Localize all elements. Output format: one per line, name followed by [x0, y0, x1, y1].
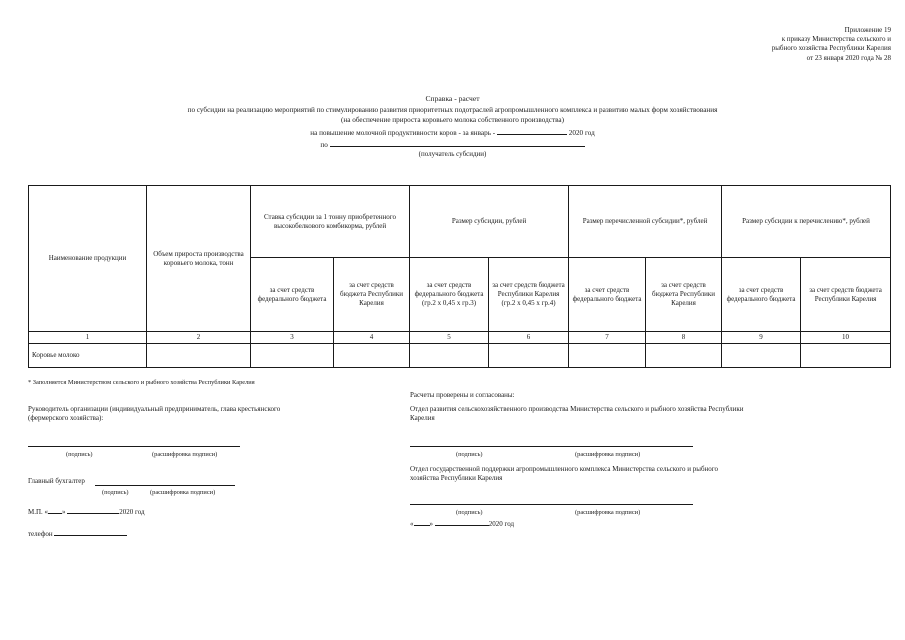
subheader-size-federal: за счет средств федерального бюджета (гр.2 х 0,45 х гр.3): [410, 258, 489, 332]
seal-label: М.П. «: [28, 508, 49, 516]
quote-open: «: [410, 520, 414, 528]
cell-transferred-federal[interactable]: [569, 343, 646, 367]
header-product: Наименование продукции: [29, 186, 147, 332]
appendix-line-1: Приложение 19: [844, 26, 891, 34]
recipient-prefix: по: [320, 141, 328, 149]
column-number: 8: [646, 332, 722, 344]
column-number: 6: [489, 332, 569, 344]
cell-rate-federal[interactable]: [251, 343, 334, 367]
period-line: [0, 127, 905, 138]
month-field[interactable]: [497, 127, 567, 135]
day-field[interactable]: [48, 506, 62, 514]
header-size: Размер субсидии, рублей: [410, 186, 569, 258]
column-number: 1: [29, 332, 147, 344]
column-number: 5: [410, 332, 489, 344]
month-date-field[interactable]: [67, 506, 119, 514]
phone-line: [28, 528, 127, 539]
period-prefix: на повышение молочной продуктивности коров - за январь -: [310, 129, 496, 137]
head-signature-line[interactable]: [28, 446, 240, 447]
dept2-decode-caption: (расшифровка подписи): [575, 509, 641, 516]
recipient-caption: (получатель субсидии): [418, 150, 487, 158]
column-number: 9: [722, 332, 801, 344]
appendix-line-3: рыбного хозяйства Республики Карелия: [771, 44, 891, 53]
column-number: 3: [251, 332, 334, 344]
subheader-rate-federal: за счет средств федерального бюджета: [251, 258, 334, 332]
department-2-cont: хозяйства Республики Карелия: [410, 474, 503, 482]
subsidy-purpose: (на обеспечение прироста коровьего молока собственного производства): [341, 116, 564, 124]
cell-to-transfer-regional[interactable]: [801, 343, 891, 367]
subheader-size-regional: за счет средств бюджета Республики Карелия (гр.2 х 0,45 х гр.4): [489, 258, 569, 332]
accountant-signature-caption: (подпись): [102, 489, 129, 496]
subheader-transferred-federal: за счет средств федерального бюджета: [569, 258, 646, 332]
head-decode-caption: (расшифровка подписи): [152, 451, 218, 458]
verify-month-field[interactable]: [435, 518, 489, 526]
column-number: 4: [334, 332, 410, 344]
header-volume: Объем прироста производства коровьего молока, тонн: [147, 186, 251, 332]
cell-volume[interactable]: [147, 343, 251, 367]
appendix-line-4: от 23 января 2020 года № 28: [806, 53, 891, 62]
subheader-to-transfer-regional: за счет средств бюджета Республики Карелия: [801, 258, 891, 332]
footnote: * Заполняется Министерством сельского и рыбного хозяйства Республики Карелия: [28, 379, 255, 386]
quote-close: »: [429, 520, 433, 528]
head-of-organization-label-2: (фермерского хозяйства):: [28, 414, 104, 422]
cell-size-federal[interactable]: [410, 343, 489, 367]
phone-label: телефон: [28, 530, 53, 538]
cell-to-transfer-federal[interactable]: [722, 343, 801, 367]
subsidy-table: [28, 185, 891, 368]
accountant-signature-line[interactable]: [95, 485, 235, 486]
row-label-milk: Коровье молоко: [29, 343, 147, 367]
document-title: Справка - расчет: [425, 94, 480, 103]
verify-year-label: 2020 год: [488, 520, 515, 528]
header-to-transfer: Размер субсидии к перечислению*, рублей: [722, 186, 891, 258]
quote-close: »: [62, 508, 66, 516]
recipient-line: [0, 139, 905, 150]
subsidy-description: по субсидии на реализацию мероприятий по стимулированию развития приоритетных подотраслей агропромышленного комплекса и развитию малых форм хозяйствования: [187, 106, 718, 114]
verification-date-line: [410, 518, 514, 529]
department-1-cont: Карелия: [410, 414, 435, 422]
column-number: 10: [801, 332, 891, 344]
year-label: 2020 год: [119, 508, 145, 516]
dept2-signature-caption: (подпись): [456, 509, 483, 516]
dept1-decode-caption: (расшифровка подписи): [575, 451, 641, 458]
dept2-signature-line[interactable]: [410, 504, 693, 505]
head-signature-caption: (подпись): [66, 451, 93, 458]
verify-day-field[interactable]: [414, 518, 430, 526]
accountant-decode-caption: (расшифровка подписи): [150, 489, 216, 496]
period-suffix: 2020 год: [568, 129, 595, 137]
verified-label: Расчеты проверены и согласованы:: [410, 391, 515, 399]
department-2: Отдел государственной поддержки агропромышленного комплекса Министерства сельского и рыбного: [410, 465, 718, 473]
recipient-field[interactable]: [330, 139, 585, 147]
cell-size-regional[interactable]: [489, 343, 569, 367]
subheader-rate-regional: за счет средств бюджета Республики Карелия: [334, 258, 410, 332]
subheader-to-transfer-federal: за счет средств федерального бюджета: [722, 258, 801, 332]
accountant-label: Главный бухгалтер: [28, 477, 85, 485]
appendix-line-2: к приказу Министерства сельского и: [781, 35, 891, 44]
department-1: Отдел развития сельскохозяйственного производства Министерства сельского и рыбного хозяйства Республики: [410, 405, 744, 413]
cell-rate-regional[interactable]: [334, 343, 410, 367]
dept1-signature-line[interactable]: [410, 446, 693, 447]
header-rate: Ставка субсидии за 1 тонну приобретенного высокобелкового комбикорма, рублей: [251, 186, 410, 258]
appendix-reference: [772, 26, 891, 63]
header-transferred: Размер перечисленной субсидии*, рублей: [569, 186, 722, 258]
cell-transferred-regional[interactable]: [646, 343, 722, 367]
subheader-transferred-regional: за счет средств бюджета Республики Карелия: [646, 258, 722, 332]
phone-field[interactable]: [54, 528, 127, 536]
seal-date-line: [28, 506, 145, 517]
column-number: 7: [569, 332, 646, 344]
dept1-signature-caption: (подпись): [456, 451, 483, 458]
column-number: 2: [147, 332, 251, 344]
head-of-organization-label: Руководитель организации (индивидуальный предприниматель, глава крестьянского: [28, 405, 281, 413]
